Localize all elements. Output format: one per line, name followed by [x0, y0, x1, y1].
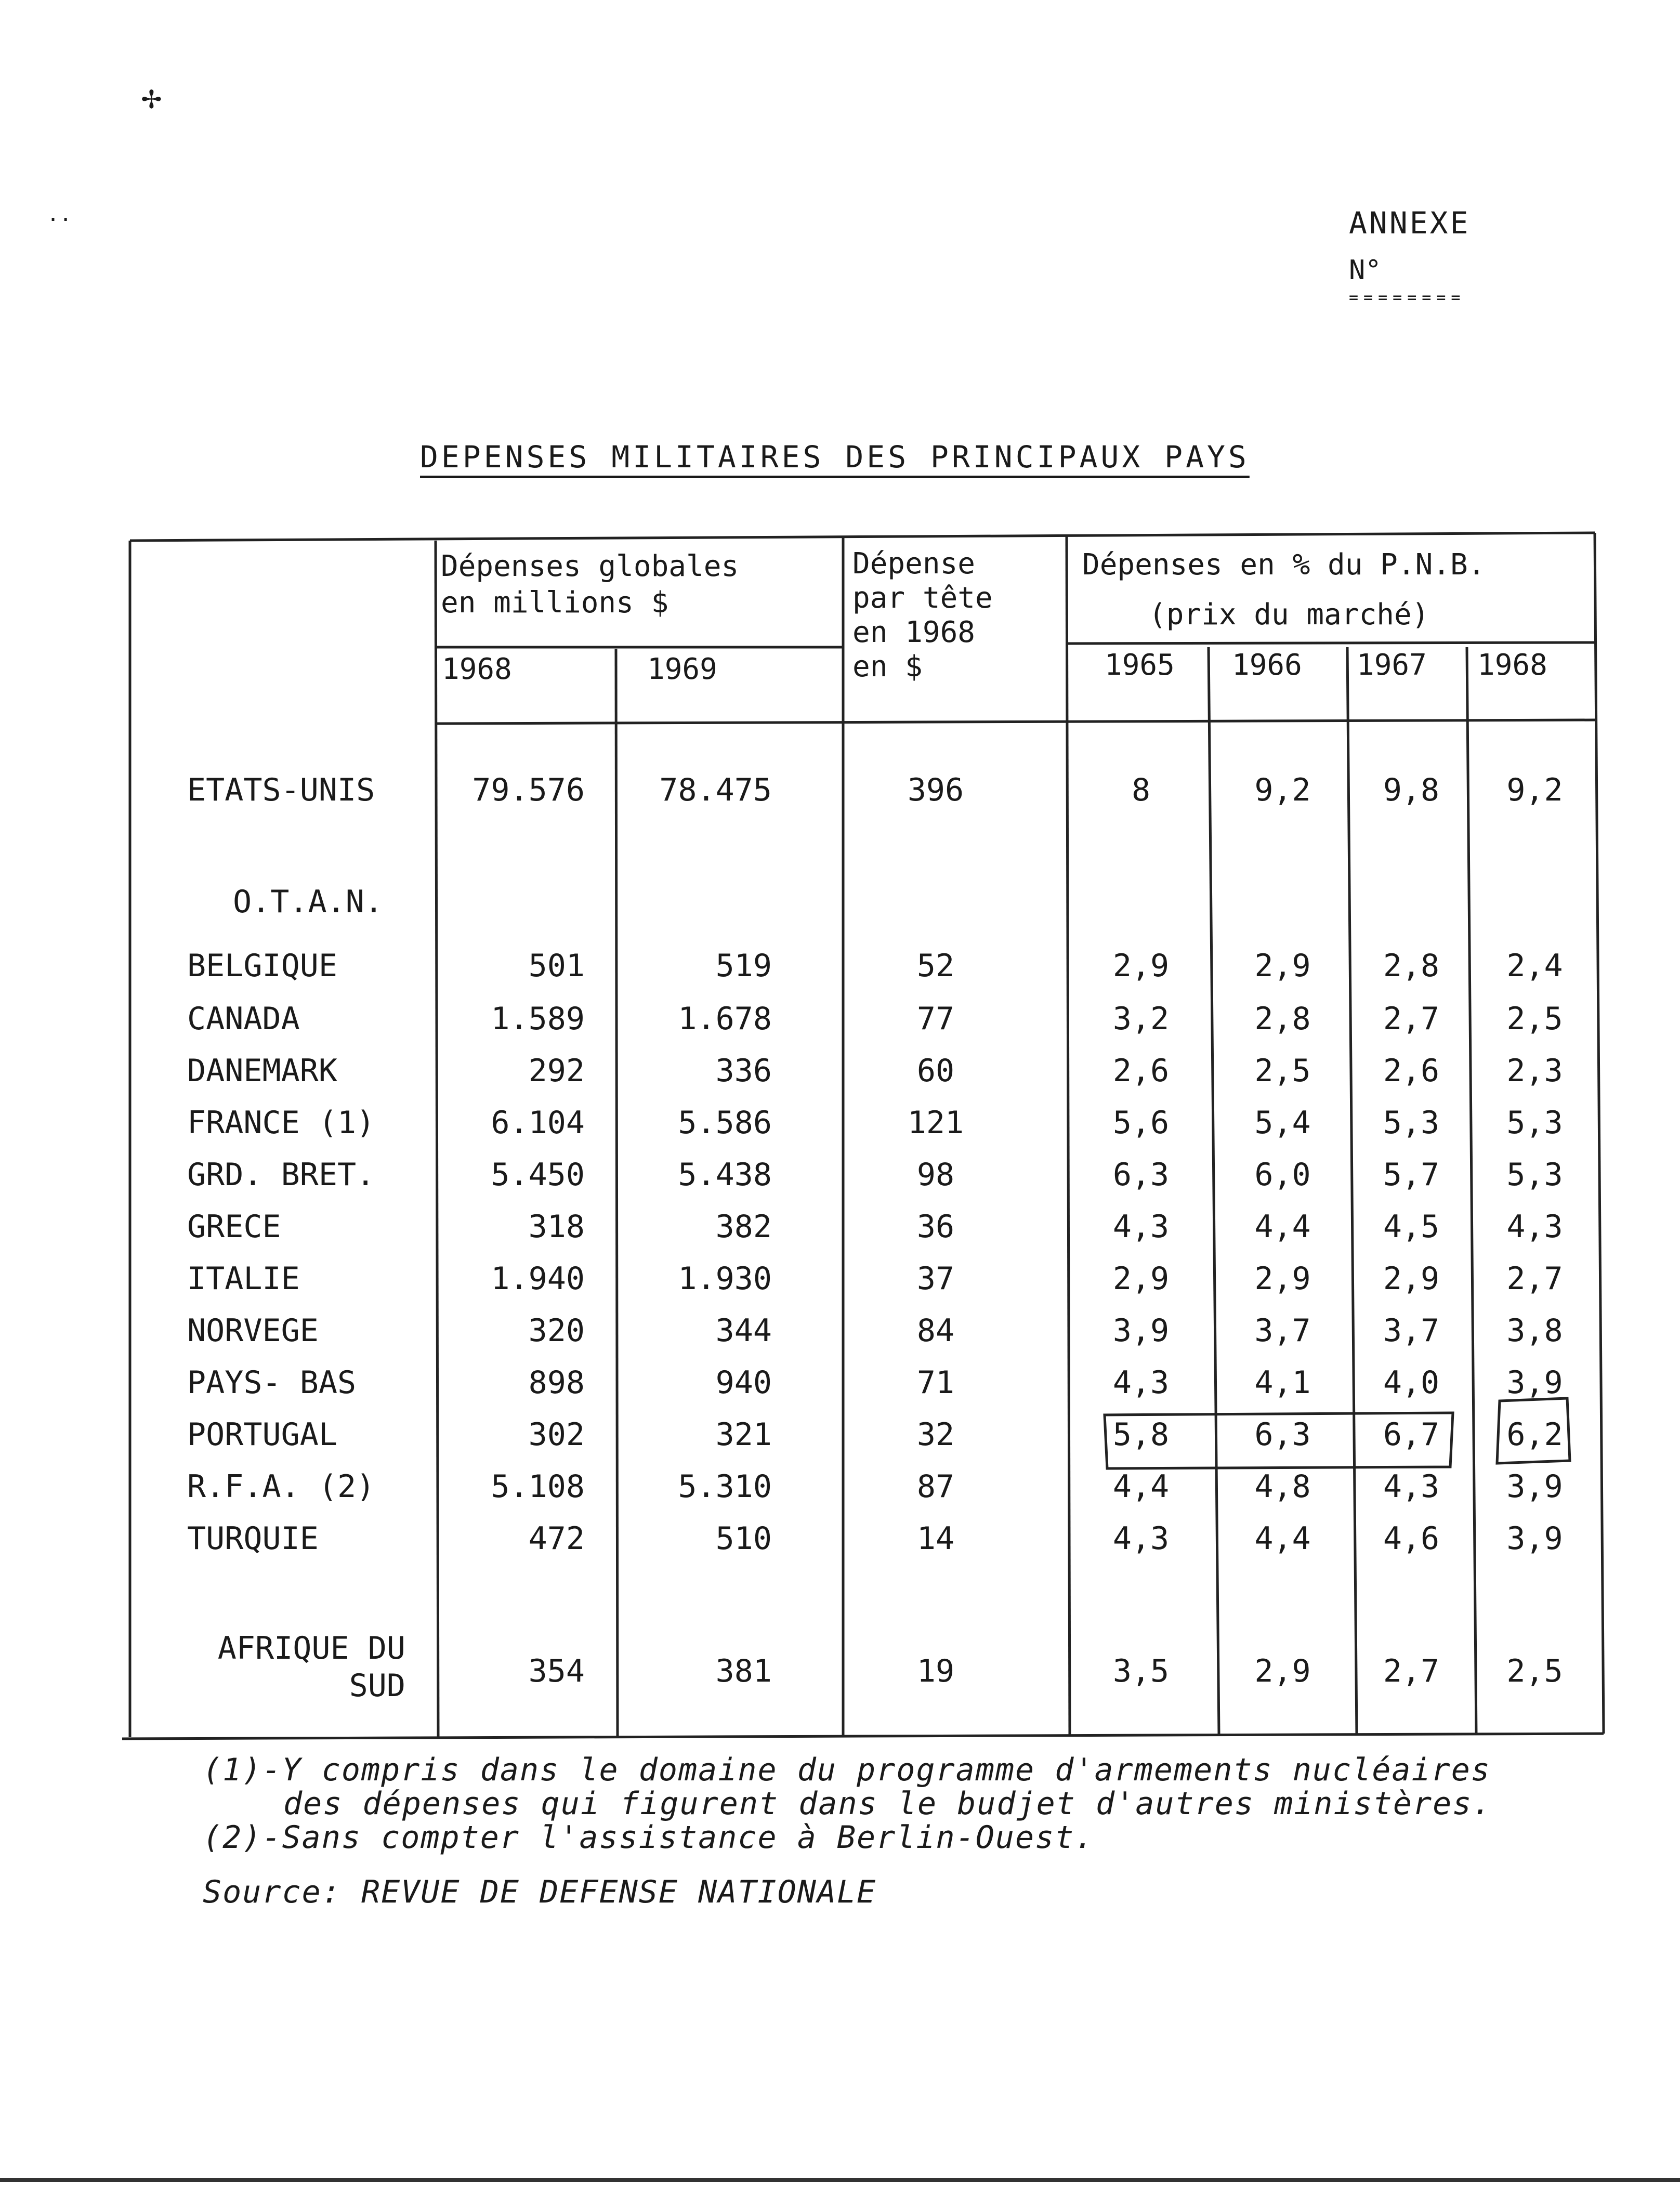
cell-d1969: 344: [715, 1313, 772, 1349]
cell-d1969: 510: [715, 1520, 772, 1557]
cell-p1965: 4,4: [1112, 1468, 1170, 1505]
cell-d1969: 940: [715, 1365, 772, 1401]
cell-p1965: 8: [1131, 772, 1151, 808]
cell-p1968: 3,9: [1506, 1468, 1563, 1505]
header-year-1965: 1965: [1105, 648, 1175, 682]
footnote-2: (2)-Sans compter l'assistance à Berlin-Ouest.: [203, 1819, 1095, 1856]
cell-d1969: 321: [715, 1416, 772, 1453]
cell-d1969: 78.475: [659, 772, 772, 808]
cell-p1966: 6,0: [1254, 1157, 1311, 1193]
cell-d1968: 354: [528, 1653, 585, 1689]
cell-p1968: 2,5: [1506, 1001, 1563, 1037]
source-line: Source: REVUE DE DEFENSE NATIONALE: [203, 1874, 877, 1910]
cell-p1965: 2,9: [1112, 1261, 1170, 1297]
header-per-capita-text: Dépense par tête en 1968 en $: [852, 547, 993, 684]
header-year-1968-global: 1968: [442, 652, 512, 686]
cell-d1969: 519: [715, 948, 772, 984]
cell-p1965: 5,6: [1112, 1105, 1170, 1141]
cell-per-capita: 71: [916, 1365, 955, 1401]
header-per-capita: [852, 547, 993, 684]
header-global-spending: [441, 548, 739, 621]
header-year-1969-global: 1969: [647, 652, 717, 686]
cell-p1968: 2,7: [1506, 1261, 1563, 1297]
cell-p1967: 4,3: [1383, 1468, 1440, 1505]
cell-p1965: 2,6: [1112, 1053, 1170, 1089]
cell-p1966: 4,4: [1254, 1209, 1311, 1245]
cell-d1968: 302: [528, 1416, 585, 1453]
cell-p1965: 4,3: [1112, 1365, 1170, 1401]
cell-per-capita: 52: [916, 948, 955, 984]
cell-per-capita: 14: [916, 1520, 955, 1557]
cell-d1969: 382: [715, 1209, 772, 1245]
cell-per-capita: 77: [916, 1001, 955, 1037]
cell-d1969: 1.930: [678, 1261, 772, 1297]
cell-p1967: 5,7: [1383, 1157, 1440, 1193]
cell-country: FRANCE (1): [187, 1105, 375, 1141]
cell-p1965: 4,3: [1112, 1520, 1170, 1557]
cell-p1966: 3,7: [1254, 1313, 1311, 1349]
cell-p1966: 4,8: [1254, 1468, 1311, 1505]
cell-p1965: 5,8: [1112, 1416, 1170, 1453]
cell-d1969: 336: [715, 1053, 772, 1089]
cell-d1968: 1.589: [491, 1001, 585, 1037]
cell-p1965: 6,3: [1112, 1157, 1170, 1193]
cell-p1965: 4,3: [1112, 1209, 1170, 1245]
handwritten-mark: ✢: [141, 78, 162, 116]
cell-p1967: 2,6: [1383, 1053, 1440, 1089]
cell-p1968: 5,3: [1506, 1105, 1563, 1141]
cell-per-capita: 36: [916, 1209, 955, 1245]
cell-d1969: 1.678: [678, 1001, 772, 1037]
cell-d1968: 1.940: [491, 1261, 585, 1297]
annexe-label: ANNEXE: [1349, 205, 1471, 241]
header-pct-gnp: Dépenses en % du P.N.B.: [1082, 548, 1486, 582]
cell-country: BELGIQUE: [187, 948, 337, 984]
cell-per-capita: 121: [907, 1105, 964, 1141]
cell-p1965: 2,9: [1112, 948, 1170, 984]
cell-p1967: 2,7: [1383, 1653, 1440, 1689]
cell-p1968: 6,2: [1506, 1416, 1563, 1453]
cell-p1966: 2,8: [1254, 1001, 1311, 1037]
footnote-1: (1)-Y compris dans le domaine du programme d'armements nucléaires: [203, 1752, 1491, 1788]
cell-country: ITALIE: [187, 1261, 300, 1297]
header-year-1968-pct: 1968: [1477, 648, 1547, 682]
group-label-otan: O.T.A.N.: [233, 884, 383, 920]
cell-d1968: 472: [528, 1520, 585, 1557]
cell-p1967: 2,7: [1383, 1001, 1440, 1037]
cell-p1968: 4,3: [1506, 1209, 1563, 1245]
cell-p1968: 2,5: [1506, 1653, 1563, 1689]
header-year-1966: 1966: [1232, 648, 1302, 682]
cell-per-capita: 84: [916, 1313, 955, 1349]
cell-p1966: 2,5: [1254, 1053, 1311, 1089]
cell-per-capita: 19: [916, 1653, 955, 1689]
cell-p1967: 3,7: [1383, 1313, 1440, 1349]
cell-country: NORVEGE: [187, 1313, 319, 1349]
cell-country: PORTUGAL: [187, 1416, 337, 1453]
cell-p1966: 2,9: [1254, 1261, 1311, 1297]
cell-p1966: 2,9: [1254, 1653, 1311, 1689]
annexe-number-label: N°: [1349, 255, 1382, 286]
cell-per-capita: 60: [916, 1053, 955, 1089]
cell-d1968: 292: [528, 1053, 585, 1089]
footnote-1-continued: des dépenses qui figurent dans le budjet d'autres ministères.: [283, 1786, 1492, 1822]
bottom-edge-rule: [0, 2178, 1680, 2182]
cell-p1967: 5,3: [1383, 1105, 1440, 1141]
cell-p1967: 2,8: [1383, 948, 1440, 984]
cell-d1969: 5.438: [678, 1157, 772, 1193]
cell-d1968: 5.450: [491, 1157, 585, 1193]
page-title: DEPENSES MILITAIRES DES PRINCIPAUX PAYS: [420, 439, 1250, 475]
header-pct-subtitle: (prix du marché): [1149, 598, 1429, 632]
cell-p1967: 4,5: [1383, 1209, 1440, 1245]
cell-d1969: 381: [715, 1653, 772, 1689]
cell-p1965: 3,9: [1112, 1313, 1170, 1349]
cell-country: CANADA: [187, 1001, 300, 1037]
cell-d1968: 6.104: [491, 1105, 585, 1141]
header-year-1967: 1967: [1357, 648, 1427, 682]
cell-p1968: 9,2: [1506, 772, 1563, 808]
cell-p1965: 3,2: [1112, 1001, 1170, 1037]
cell-country: TURQUIE: [187, 1520, 319, 1557]
cell-per-capita: 98: [916, 1157, 955, 1193]
cell-p1966: 6,3: [1254, 1416, 1311, 1453]
cell-p1967: 2,9: [1383, 1261, 1440, 1297]
cell-p1968: 3,8: [1506, 1313, 1563, 1349]
cell-country: GRD. BRET.: [187, 1157, 375, 1193]
cell-p1968: 2,4: [1506, 948, 1563, 984]
cell-p1966: 4,4: [1254, 1520, 1311, 1557]
cell-p1966: 4,1: [1254, 1365, 1311, 1401]
cell-p1967: 4,6: [1383, 1520, 1440, 1557]
cell-d1968: 501: [528, 948, 585, 984]
cell-p1968: 5,3: [1506, 1157, 1563, 1193]
cell-d1969: 5.586: [678, 1105, 772, 1141]
cell-country: ETATS-UNIS: [187, 772, 375, 808]
margin-dots: ··: [47, 208, 72, 232]
cell-p1966: 5,4: [1254, 1105, 1311, 1141]
cell-d1968: 320: [528, 1313, 585, 1349]
cell-per-capita: 37: [916, 1261, 955, 1297]
cell-p1967: 4,0: [1383, 1365, 1440, 1401]
cell-country: GRECE: [187, 1209, 281, 1245]
cell-d1968: 318: [528, 1209, 585, 1245]
cell-p1967: 6,7: [1383, 1416, 1440, 1453]
cell-per-capita: 87: [916, 1468, 955, 1505]
cell-country: DANEMARK: [187, 1053, 337, 1089]
cell-p1968: 3,9: [1506, 1520, 1563, 1557]
cell-p1968: 2,3: [1506, 1053, 1563, 1089]
annexe-number-blank: ========: [1349, 288, 1466, 307]
cell-d1969: 5.310: [678, 1468, 772, 1505]
cell-d1968: 79.576: [472, 772, 585, 808]
cell-p1966: 2,9: [1254, 948, 1311, 984]
cell-d1968: 898: [528, 1365, 585, 1401]
cell-country: AFRIQUE DU SUD: [217, 1630, 405, 1704]
cell-p1966: 9,2: [1254, 772, 1311, 808]
cell-per-capita: 396: [907, 772, 964, 808]
cell-country: R.F.A. (2): [187, 1468, 375, 1505]
cell-p1967: 9,8: [1383, 772, 1440, 808]
cell-p1968: 3,9: [1506, 1365, 1563, 1401]
cell-p1965: 3,5: [1112, 1653, 1170, 1689]
cell-per-capita: 32: [916, 1416, 955, 1453]
cell-country: PAYS- BAS: [187, 1365, 357, 1401]
header-global-text: Dépenses globales en millions $: [441, 549, 739, 620]
cell-d1968: 5.108: [491, 1468, 585, 1505]
